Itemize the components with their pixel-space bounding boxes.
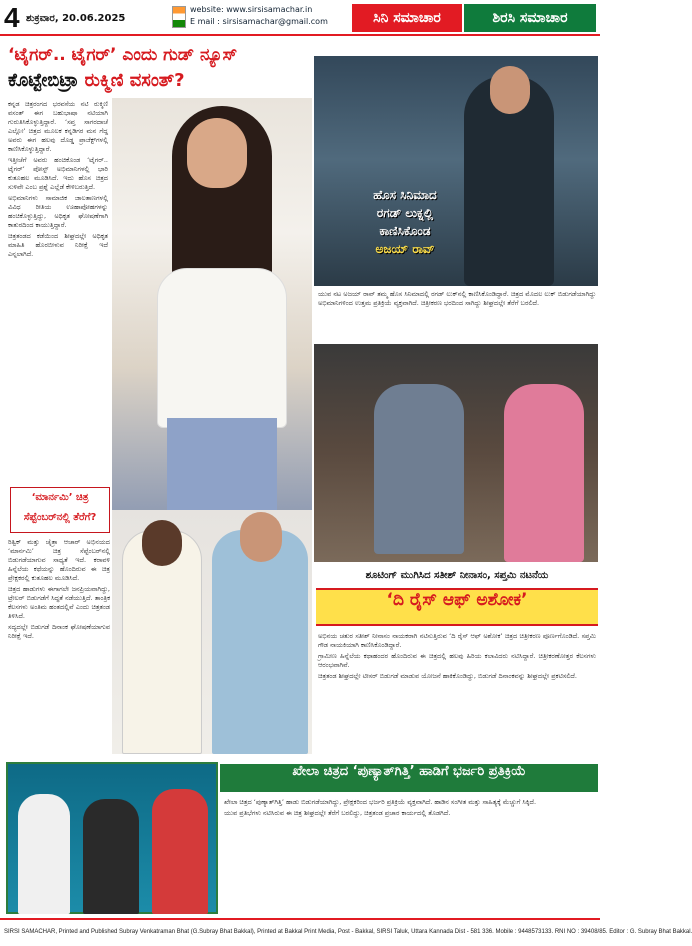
rukmini-para-2: ಇತ್ತೀಚೆಗೆ ಅವರು ಹಂಚಿಕೊಂಡ ‘ಟೈಗರ್.. ಟೈಗರ್’ ಪೋಸ್ಟ್ ಅಭಿಮಾನಿಗಳಲ್ಲಿ ಭಾರಿ ಕುತೂಹಲ ಮೂಡಿಸಿದೆ. ಇದು ಹೊಸ ಚಿತ್ರದ ಸುಳಿವೇ ಎಂಬ ಪ್ರಶ್ನೆ ಎಲ್ಲೆಡೆ ಕೇಳಿಬರುತ್ತಿದೆ. — [8, 156, 108, 191]
rukmini-headline-line2-b: ರುಕ್ಮಿಣಿ ವಸಂತ್? — [84, 70, 185, 91]
marnami-photo — [112, 510, 312, 754]
punyatgitti-headline: ಖೇಲಾ ಚಿತ್ರದ ‘ಪುಣ್ಯಾತ್‌ಗಿತ್ತಿ’ ಹಾಡಿಗೆ ಭರ್ಜರಿ ಪ್ರತಿಕ್ರಿಯೆ — [220, 764, 598, 792]
rukmini-headline-line2-a: ಕೊಟ್ಟೇಬಿಟ್ರಾ — [8, 70, 85, 91]
photo-shape — [157, 268, 287, 428]
photo-shape — [142, 520, 182, 566]
rukmini-photo — [112, 98, 312, 548]
the-rise-of-ashoka-photo — [314, 344, 598, 562]
photo-shape — [504, 384, 584, 562]
rukmini-para-1: ಕನ್ನಡ ಚಿತ್ರರಂಗದ ಭರವಸೆಯ ನಟಿ ರುಕ್ಮಿಣಿ ವಸಂತ್ ಈಗ ಬಹುಭಾಷಾ ನಟಿಯಾಗಿ ಗುರುತಿಸಿಕೊಳ್ಳುತ್ತಿದ್ದಾರೆ. ‘ಸಪ್ತ ಸಾಗರದಾಚೆ ಎಲ್ಲೋ’ ಚಿತ್ರದ ಮೂಲಕ ಕನ್ನಡಿಗರ ಮನ ಗೆದ್ದ ಅವರು ಈಗ ಹಲವು ದೊಡ್ಡ ಪ್ರಾಜೆಕ್ಟ್‌ಗಳಲ್ಲಿ ಕಾಣಿಸಿಕೊಳ್ಳುತ್ತಿದ್ದಾರೆ. — [8, 100, 108, 153]
rukmini-para-3: ಅಭಿಮಾನಿಗಳು ಸಾಮಾಜಿಕ ಜಾಲತಾಣಗಳಲ್ಲಿ ವಿವಿಧ ರೀತಿಯ ಊಹಾಪೋಹಗಳನ್ನು ಹಂಚಿಕೊಳ್ಳುತ್ತಿದ್ದು, ಅಧಿಕೃತ ಘೋಷಣೆಗಾಗಿ ಕಾತುರದಿಂದ ಕಾಯುತ್ತಿದ್ದಾರೆ. — [8, 194, 108, 229]
ashoka-subheadline: ಶೂಟಿಂಗ್ ಮುಗಿಸಿದ ಸತೀಶ್ ನೀನಾಸಂ, ಸಪ್ತಮಿ ನಟನೆಯ — [365, 570, 549, 581]
punyatgitti-article-body — [224, 798, 596, 914]
punyatgitti-para-2: ಯುವ ಪ್ರತಿಭೆಗಳು ನಟಿಸಿರುವ ಈ ಚಿತ್ರ ಶೀಘ್ರದಲ್ಲೇ ತೆರೆಗೆ ಬರಲಿದ್ದು, ಚಿತ್ರತಂಡ ಪ್ರಚಾರ ಕಾರ್ಯದಲ್ಲಿ ತೊಡಗಿದೆ. — [224, 809, 451, 817]
marnami-para-2: ಚಿತ್ರದ ಹಾಡುಗಳು ಈಗಾಗಲೇ ಜನಪ್ರಿಯವಾಗಿದ್ದು, ಟ್ರೇಲರ್ ಬಿಡುಗಡೆಗೆ ಸಿದ್ಧತೆ ನಡೆಯುತ್ತಿದೆ. ತಾಂತ್ರಿಕ ಕೆಲಸಗಳು ಅಂತಿಮ ಹಂತದಲ್ಲಿವೆ ಎಂದು ಚಿತ್ರತಂಡ ತಿಳಿಸಿದೆ. — [8, 585, 110, 620]
rukmini-headline-line2 — [8, 68, 313, 94]
ashoka-headline: ‘ದಿ ರೈಸ್ ಆಫ್ ಅಶೋಕ’ — [316, 588, 598, 626]
ajay-title-line2: ರಗಡ್ ಲುಕ್ನಲ್ಲಿ — [376, 206, 434, 220]
punyatgitti-para-1: ಖೇಲಾ ಚಿತ್ರದ ‘ಪುಣ್ಯಾತ್‌ಗಿತ್ತಿ’ ಹಾಡು ಬಿಡುಗಡೆಯಾಗಿದ್ದು, ಪ್ರೇಕ್ಷಕರಿಂದ ಭರ್ಜರಿ ಪ್ರತಿಕ್ರಿಯೆ ವ್ಯಕ್ತವಾಗಿದೆ. ಹಾಡಿನ ಸಂಗೀತ ಮತ್ತು ಸಾಹಿತ್ಯಕ್ಕೆ ಮೆಚ್ಚುಗೆ ಸಿಕ್ಕಿದೆ. — [224, 798, 537, 806]
marnami-headline-line2: ಸೆಪ್ಟೆಂಬರ್‌ನಲ್ಲಿ ತೆರೆಗೆ? — [23, 512, 97, 523]
ajay-article-body — [318, 290, 596, 342]
rukmini-para-4: ಚಿತ್ರತಂಡದ ಕಡೆಯಿಂದ ಶೀಘ್ರದಲ್ಲೇ ಅಧಿಕೃತ ಮಾಹಿತಿ ಹೊರಬೀಳುವ ನಿರೀಕ್ಷೆ ಇದೆ ಎನ್ನಲಾಗಿದೆ. — [8, 232, 108, 258]
indian-flag-icon — [172, 6, 186, 28]
footer-imprint: SIRSI SAMACHAR, Printed and Published Subray Venkatraman Bhat (G.Subray Bhat Bakkal), Printed at Bakkal Print Media, Post - Bakkal, SIRSI Taluk, Uttara Kannada Dist - 581 336. Mobile : 9448573133. RNI NO : 39408/85. Editor : G. Subray Bhat Bakkal. — [0, 918, 600, 946]
marnami-para-3: ಸದ್ಯದಲ್ಲೇ ಬಿಡುಗಡೆ ದಿನಾಂಕ ಘೋಷಣೆಯಾಗುವ ನಿರೀಕ್ಷೆ ಇದೆ. — [8, 623, 110, 640]
photo-shape — [187, 118, 247, 188]
rukmini-article-body — [8, 100, 108, 484]
ajay-title-line1: ಹೊಸ ಸಿನಿಮಾದ — [373, 188, 437, 202]
ashoka-para-1: ಅಭಿನಯ ಚತುರ ಸತೀಶ್ ನೀನಾಸಂ ನಾಯಕರಾಗಿ ನಟಿಸುತ್ತಿರುವ ‘ದಿ ರೈಸ್ ಆಫ್ ಅಶೋಕ’ ಚಿತ್ರದ ಚಿತ್ರೀಕರಣ ಪೂರ್ಣಗೊಂಡಿದೆ. ಸಪ್ತಮಿ ಗೌಡ ನಾಯಕಿಯಾಗಿ ಕಾಣಿಸಿಕೊಂಡಿದ್ದಾರೆ. — [318, 632, 596, 649]
photo-shape — [490, 66, 530, 114]
khela-film-photo — [6, 762, 218, 914]
website-text: website: www.sirsisamachar.in — [190, 5, 313, 14]
masthead — [0, 0, 600, 36]
page-number: 4 — [4, 2, 20, 33]
marnami-para-1: ರಿತ್ವಿಕ್ ಮತ್ತು ಚೈತ್ರಾ ಆಚಾರ್ ಅಭಿನಯದ ‘ಮಾರ್ನಮಿ’ ಚಿತ್ರ ಸೆಪ್ಟೆಂಬರ್‌ನಲ್ಲಿ ಬಿಡುಗಡೆಯಾಗುವ ಸಾಧ್ಯತೆ ಇದೆ. ಕರಾವಳಿ ಹಿನ್ನೆಲೆಯ ಕಥೆಯನ್ನು ಹೊಂದಿರುವ ಈ ಚಿತ್ರ ಪ್ರೇಕ್ಷಕರಲ್ಲಿ ಕುತೂಹಲ ಮೂಡಿಸಿದೆ. — [8, 538, 110, 582]
email-text: E mail : sirsisamachar@gmail.com — [190, 17, 328, 26]
photo-shape — [152, 789, 208, 914]
ajay-title-line4: ಅಜಯ್ ರಾವ್ — [375, 242, 435, 256]
ashoka-para-3: ಚಿತ್ರತಂಡ ಶೀಘ್ರದಲ್ಲೇ ಟೀಸರ್ ಬಿಡುಗಡೆ ಮಾಡುವ ಯೋಜನೆ ಹಾಕಿಕೊಂಡಿದ್ದು, ಬಿಡುಗಡೆ ದಿನಾಂಕವನ್ನು ಶೀಘ್ರದಲ್ಲೇ ಪ್ರಕಟಿಸಲಿದೆ. — [318, 672, 577, 680]
ajay-title-line3: ಕಾಣಿಸಿಕೊಂಡ — [379, 224, 431, 238]
rukmini-headline-line1: ‘ಟೈಗರ್.. ಟೈಗರ್’ ಎಂದು ಗುಡ್ ನ್ಯೂಸ್ — [8, 45, 238, 65]
marnami-article-body — [8, 538, 110, 758]
photo-shape — [240, 512, 282, 562]
marnami-headline-box — [10, 487, 110, 533]
photo-shape — [18, 794, 70, 914]
issue-date: ಶುಕ್ರವಾರ, 20.06.2025 — [26, 13, 126, 24]
contact-block — [190, 4, 350, 28]
marnami-headline-line1: ‘ಮಾರ್ನಮಿ’ ಚಿತ್ರ — [31, 492, 89, 503]
section-label-cinema: ಸಿನಿ ಸಮಾಚಾರ — [352, 4, 462, 32]
photo-shape — [212, 530, 308, 754]
ajay-rao-headline — [330, 186, 480, 258]
photo-shape — [83, 799, 139, 914]
photo-shape — [374, 384, 464, 554]
ashoka-article-body — [318, 632, 596, 760]
ajay-para-1: ಯುವ ನಟ ಅಜಯ್ ರಾವ್ ತಮ್ಮ ಹೊಸ ಸಿನಿಮಾದಲ್ಲಿ ರಗಡ್ ಲುಕ್‌ನಲ್ಲಿ ಕಾಣಿಸಿಕೊಂಡಿದ್ದಾರೆ. ಚಿತ್ರದ ಮೊದಲ ಲುಕ್ ಬಿಡುಗಡೆಯಾಗಿದ್ದು ಅಭಿಮಾನಿಗಳಿಂದ ಉತ್ತಮ ಪ್ರತಿಕ್ರಿಯೆ ವ್ಯಕ್ತವಾಗಿದೆ. ಚಿತ್ರೀಕರಣ ಭರದಿಂದ ಸಾಗಿದ್ದು ಶೀಘ್ರದಲ್ಲೇ ತೆರೆಗೆ ಬರಲಿದೆ. — [318, 290, 596, 307]
ashoka-para-2: ಗ್ರಾಮೀಣ ಹಿನ್ನೆಲೆಯ ಕಥಾಹಂದರ ಹೊಂದಿರುವ ಈ ಚಿತ್ರದಲ್ಲಿ ಹಲವು ಹಿರಿಯ ಕಲಾವಿದರು ನಟಿಸಿದ್ದಾರೆ. ಚಿತ್ರೀಕರಣೋತ್ತರ ಕೆಲಸಗಳು ಆರಂಭವಾಗಿವೆ. — [318, 652, 596, 669]
section-label-sirsi: ಶಿರಸಿ ಸಮಾಚಾರ — [464, 4, 596, 32]
rukmini-headline — [8, 42, 313, 94]
